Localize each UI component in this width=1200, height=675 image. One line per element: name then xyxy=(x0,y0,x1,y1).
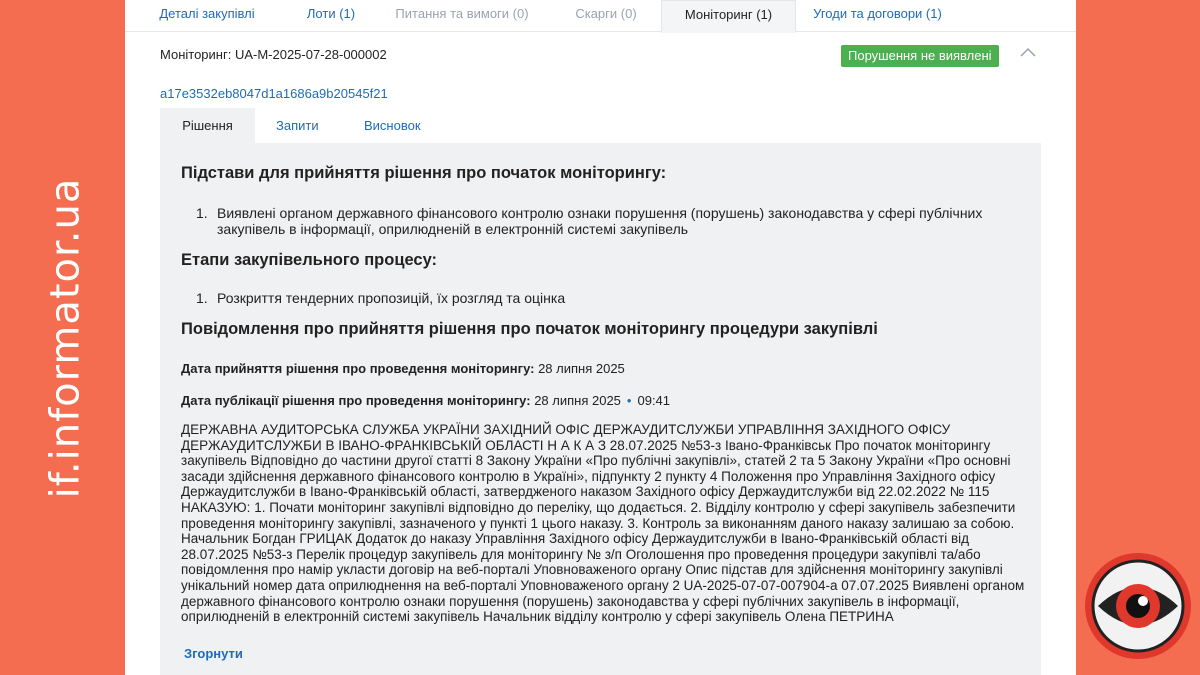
tab-agreements[interactable]: Угоди та договори (1) xyxy=(813,6,942,21)
notice-heading: Повідомлення про прийняття рішення про початок моніторингу процедури закупівлі xyxy=(181,320,878,338)
tab-complaints[interactable]: Скарги (0) xyxy=(575,6,637,21)
list-text: Розкриття тендерних пропозицій, їх розгляд та оцінка xyxy=(217,290,566,306)
decision-date-label: Дата прийняття рішення про проведення моніторингу: xyxy=(181,361,535,376)
chevron-up-icon[interactable] xyxy=(1018,44,1038,60)
publication-time: 09:41 xyxy=(637,393,671,408)
decision-date xyxy=(181,361,625,376)
separator-dot: • xyxy=(626,393,632,408)
subtab-requests[interactable]: Запити xyxy=(276,118,319,133)
publication-date xyxy=(181,393,670,408)
decision-panel xyxy=(160,143,1041,675)
subtab-conclusion[interactable]: Висновок xyxy=(364,118,421,133)
tab-questions[interactable]: Питання та вимоги (0) xyxy=(395,6,529,21)
monitoring-title: Моніторинг: UA-M-2025-07-28-000002 xyxy=(160,47,387,62)
publication-date-label: Дата публікації рішення про проведення моніторингу: xyxy=(181,393,531,408)
main-tabs xyxy=(125,0,1076,32)
publication-date-value: 28 липня 2025 xyxy=(534,393,621,408)
tab-procurement-details[interactable]: Деталі закупівлі xyxy=(159,6,255,21)
tab-lots[interactable]: Лоти (1) xyxy=(306,6,356,21)
order-text: ДЕРЖАВНА АУДИТОРСЬКА СЛУЖБА УКРАЇНИ ЗАХІДНИЙ ОФІС ДЕРЖАУДИТСЛУЖБИ УПРАВЛІННЯ ЗАХІДНОГО ОФІСУ ДЕРЖАУДИТСЛУЖБИ В ІВАНО-ФРАНКІВСЬКІЙ ОБЛАСТІ Н А К А З 28.07.2025 №53-з Івано-Франківськ Про початок моніторингу закупівель Відповідно до частини другої статті 8 Закону України «Про публічні закупівлі», статей 2 та 5 Закону України «Про основні засади здійснення державного фінансового контролю в Україні», підпункту 2 пункту 4 Положення про Управління Західного офісу Держаудитслужби в Івано-Франківській області, затвердженого наказом Західного офісу Держаудитслужби від 22.02.2022 № 115 НАКАЗУЮ: 1. Почати моніторинг закупівлі відповідно до переліку, що додається. 2. Відділу контролю у сфері закупівель забезпечити проведення моніторингу закупівлі, зазначеного у пункті 1 цього наказу. 3. Контроль за виконанням даного наказу залишаю за собою. Начальник Богдан ГРИЦАК Додаток до наказу Управління Західного офісу Держаудитслужби в Івано-Франківській області від 28.07.2025 №53-з Перелік процедур закупівель для моніторингу № з/п Оголошення про проведення процедури закупівлі та/або повідомлення про намір укласти договір на веб-порталі Уповноваженого органу Опис підстав для здійснення моніторингу закупівлі унікальний номер дата оприлюднення на веб-порталі Уповноваженого органу 2 UA-2025-07-07-007904-a 07.07.2025 Виявлені органом державного фінансового контролю ознаки порушення (порушень) законодавства у сфері публічних закупівель в інформації, оприлюдненій в електронній системі закупівель Начальник відділу контролю у сфері закупівель Олена ПЕТРИНА xyxy=(181,422,1025,625)
stages-heading: Етапи закупівельного процесу: xyxy=(181,251,438,269)
subtab-decision[interactable]: Рішення xyxy=(160,108,255,143)
site-watermark: if.informator.ua xyxy=(42,177,88,498)
list-number: 1. xyxy=(196,205,208,221)
procurement-page xyxy=(125,0,1076,675)
monitoring-id-link[interactable]: a17e3532eb8047d1a1686a9b20545f21 xyxy=(160,86,388,101)
list-text: Виявлені органом державного фінансового контролю ознаки порушення (порушень) законодавства у сфері публічних закупівель в інформації, оприлюдненій в електронній системі закупівель xyxy=(217,205,983,237)
status-badge: Порушення не виявлені xyxy=(841,45,999,67)
collapse-link[interactable]: Згорнути xyxy=(184,646,243,661)
grounds-heading: Підстави для прийняття рішення про початок моніторингу: xyxy=(181,164,667,182)
decision-date-value: 28 липня 2025 xyxy=(538,361,625,376)
eye-logo xyxy=(1084,550,1192,662)
tab-monitoring[interactable]: Моніторинг (1) xyxy=(661,0,796,33)
decision-subtabs xyxy=(160,108,1041,143)
list-number: 1. xyxy=(196,290,208,306)
